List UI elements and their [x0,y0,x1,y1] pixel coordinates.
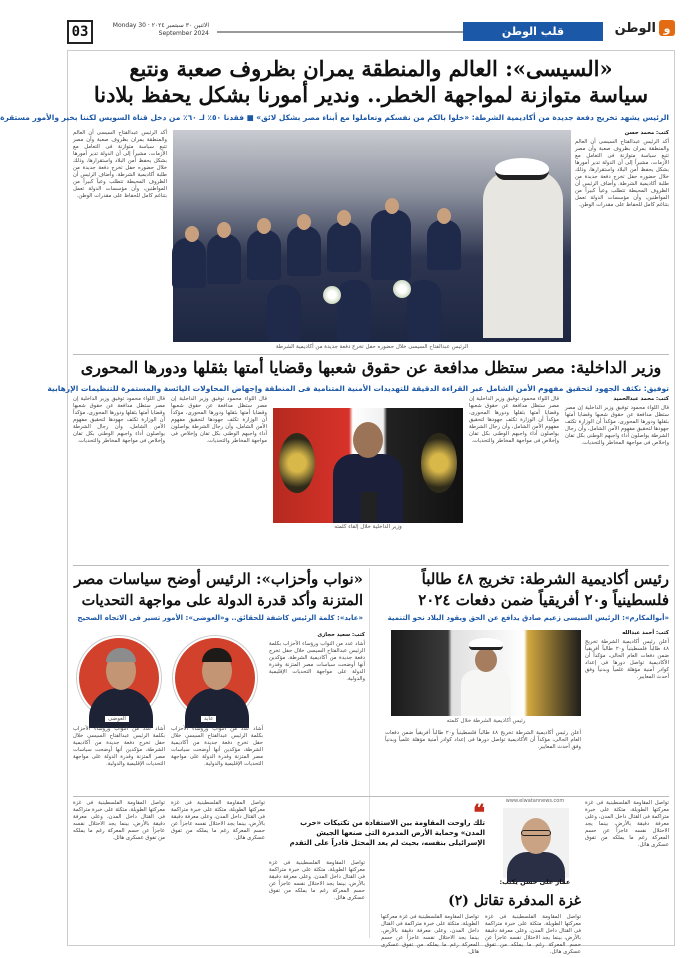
attendee-figure [427,220,461,270]
mps-text-col2: أشاد عدد من النواب ورؤساء الأحزاب بكلمة الرئيس عبدالفتاح السيسى خلال حفل تخرج دفعة جديدة من أكاديمية الشرطة، مؤكدين أنها أوضحت سياسات مصر المتزنة وقدرة الدولة على مواجهة التحديات الإقليمية والدولية. [171,726,263,767]
main-headline[interactable] [73,56,669,108]
attendee-figure [327,222,361,272]
attendee-figure [267,285,301,342]
portrait-hair [106,648,136,662]
attendee-face [437,208,451,224]
president-face [385,198,399,214]
minister-text-col3: قال اللواء محمود توفيق وزير الداخلية إن مصر ستظل مدافعة عن حقوق شعبها وقضايا أمتها بثقلها ودورها المحورى، مؤكداً أن الوزارة تكثف جهودها لتحقيق مفهوم الأمن الشامل، وأن رجال الشرطة يواصلون أداء واجبهم الوطنى بكل تفان وإخلاص فى مواجهة المخاطر والتحديات. [171,396,267,444]
attendee-face [337,210,351,226]
mps-byline: كتب: سعيد حجازى [317,632,365,638]
academy-photo[interactable] [391,630,581,716]
main-byline: كتب: محمد حسن [624,130,669,136]
mps-text-col1 [269,632,365,792]
portrait-elawady[interactable] [77,636,161,720]
quote-mark-icon: ❝ [473,800,485,826]
section-divider [73,354,669,355]
portrait-body [89,688,153,728]
section-tab[interactable]: قلب الوطن [463,22,603,41]
column-divider [369,568,370,938]
pull-quote: تلك راوحت المقاومة بين الاستفادة من تكتيكات «حرب المدن» وحماية الأرض المدمرة التى صنعها الجيش الإسرائيلى بنفسه، بحيث لم يعد المحتل قادراً على التقدم [289,819,485,847]
minister-text-col4: قال اللواء محمود توفيق وزير الداخلية إن مصر ستظل مدافعة عن حقوق شعبها وقضايا أمتها بثقلها ودورها المحورى، مؤكداً أن الوزارة تكثف جهودها لتحقيق مفهوم الأمن الشامل، وأن رجال الشرطة يواصلون أداء واجبهم الوطنى بكل تفان وإخلاص فى مواجهة المخاطر والتحديات. [73,396,165,444]
masthead [67,20,675,46]
column-author: عمار على حسن يكتب: [499,878,571,886]
academy-headline-line1: رئيس أكاديمية الشرطة: تخريج ٤٨ طالباً [421,570,669,588]
academy-headline-line2: فلسطينياً و٢٠ أفريقياً ضمن دفعات ٢٠٢٤ [418,591,669,609]
page-number: 03 [67,20,93,44]
mps-headline-line2: المتزنة وأكد قدرة الدولة على مواجهة التحديات [81,592,363,609]
academy-photo-caption: رئيس أكاديمية الشرطة خلال كلمته [446,718,526,724]
columnist-head [521,818,551,854]
main-headline-line2: سياسة متوازنة لمواجهة الخطر.. وندير أمورنا بشكل يحفظ بلادنا [93,82,649,107]
officer-cap [495,158,549,180]
academy-headline[interactable] [369,569,669,611]
portrait-abed[interactable] [173,636,257,720]
column-text-col3: تواصل المقاومة الفلسطينية فى غزة معركتها الطويلة، متكئة على خبرة متراكمة فى القتال داخل المدن، وعلى معرفة دقيقة بالأرض، بينما يجد الاحتلال نفسه عاجزاً عن حسم المعركة رغم ما يملكه من تفوق عسكرى هائل. [381,914,479,955]
portrait-body [185,688,249,728]
column-text-col4: تواصل المقاومة الفلسطينية فى غزة معركتها الطويلة، متكئة على خبرة متراكمة فى القتال داخل المدن، وعلى معرفة دقيقة بالأرض، بينما يجد الاحتلال نفسه عاجزاً عن حسم المعركة رغم ما يملكه من تفوق عسكرى هائل. [171,800,265,841]
main-subhead: الرئيس يشهد تخريج دفعة جديدة من أكاديمية الشرطة: «خلوا بالكم من نفسكم وتعاملوا مع أبناء مصر بشكل لائق» ■ فقدنا ٥٠٪ لـ ٦٠٪ من دخل قناة السويس لكننا بخير والأمور مستقرة [0,113,669,122]
minister-subhead: توفيق: نكثف الجهود لتحقيق مفهوم الأمن الشامل عبر القراءة الدقيقة للتهديدات الأمنية المتنامية فى المنطقة وإجهاض المحاولات اليائسة والمستمرة للتنظيمات الإرهابية [47,384,669,393]
mps-headline[interactable] [73,569,363,611]
minister-body: قال اللواء محمود توفيق وزير الداخلية إن مصر ستظل مدافعة عن حقوق شعبها وقضايا أمتها بثقلها ودورها المحورى، مؤكداً أن الوزارة تكثف جهودها لتحقيق مفهوم الأمن الشامل، وأن رجال الشرطة يواصلون أداء واجبهم الوطنى بكل تفان وإخلاص فى مواجهة المخاطر والتحديات. [565,405,669,446]
mps-subhead: «عابد»: كلمة الرئيس كاشفة للحقائق.. و«العوضى»: الأمور تسير فى الاتجاه الصحيح [77,614,363,622]
flower-bouquet [393,280,411,298]
academy-subhead: «أبوالمكارم»: الرئيس السيسى زعيم صادق يدافع عن الحق ويقود البلاد نحو التنمية [387,614,669,622]
main-photo-caption: الرئيس عبدالفتاح السيسى خلال حضوره حفل تخرج دفعة جديدة من أكاديمية الشرطة [275,344,469,350]
main-headline-line1: «السيسى»: العالم والمنطقة يمران بظروف صعبة ونتبع [129,56,613,81]
attendee-figure [337,280,371,342]
portrait-hair [202,648,232,662]
main-text-right [575,130,669,350]
academy-byline: كتب: أحمد عبدالله [622,630,669,636]
academy-officer-head [475,648,497,672]
academy-officer-body [461,670,511,716]
mps-headline-line1: «نواب وأحزاب»: الرئيس أوضح سياسات مصر [74,570,363,588]
main-photo[interactable] [173,130,571,342]
microphone-icon [361,492,377,522]
academy-text-col1 [585,630,669,790]
attendee-face [257,218,271,234]
police-emblem [279,433,315,493]
officer-figure [483,170,563,338]
column-text-col1: تواصل المقاومة الفلسطينية فى غزة معركتها الطويلة، متكئة على خبرة متراكمة فى القتال داخل المدن، وعلى معرفة دقيقة بالأرض، بينما يجد الاحتلال نفسه عاجزاً عن حسم المعركة رغم ما يملكه من تفوق عسكرى هائل. [585,800,669,848]
main-body: أكد الرئيس عبدالفتاح السيسى أن العالم والمنطقة يمران بظروف صعبة وأن مصر تتبع سياسة متوازنة فى التعامل مع الأزمات، مشيراً إلى أن الدولة تدير أمورها بشكل يحفظ أمن البلاد واستقرارها، وذلك خلال حضوره حفل تخرج دفعة جديدة من طلبة أكاديمية الشرطة. وأضاف الرئيس أن الظروف المحيطة تتطلب وعياً كبيراً من المواطنين، وأن مؤسسات الدولة تعمل بتناغم كامل للحفاظ على مقدرات الوطن. [575,139,669,208]
section-divider [73,565,669,566]
flower-bouquet [323,286,341,304]
column-text-col5: تواصل المقاومة الفلسطينية فى غزة معركتها الطويلة، متكئة على خبرة متراكمة فى القتال داخل المدن، وعلى معرفة دقيقة بالأرض، بينما يجد الاحتلال نفسه عاجزاً عن حسم المعركة رغم ما يملكه من تفوق عسكرى هائل. [73,800,165,841]
minister-text-col2: قال اللواء محمود توفيق وزير الداخلية إن مصر ستظل مدافعة عن حقوق شعبها وقضايا أمتها بثقلها ودورها المحورى، مؤكداً أن الوزارة تكثف جهودها لتحقيق مفهوم الأمن الشامل، وأن رجال الشرطة يواصلون أداء واجبهم الوطنى بكل تفان وإخلاص فى مواجهة المخاطر والتحديات. [469,396,559,444]
minister-text-col1 [565,396,669,564]
academy-head-figure [461,638,511,716]
logo[interactable] [615,20,675,36]
column-title[interactable]: غزة المدفرة تقاتل (٢) [448,893,581,909]
president-figure [371,210,411,280]
minister-byline: كتب: محمد عبدالحميد [613,396,669,402]
mps-body: أشاد عدد من النواب ورؤساء الأحزاب بكلمة الرئيس عبدالفتاح السيسى خلال حفل تخرج دفعة جديدة من أكاديمية الشرطة، مؤكدين أنها أوضحت سياسات مصر المتزنة وقدرة الدولة على مواجهة التحديات الإقليمية والدولية. [269,641,365,682]
column-text-col2: تواصل المقاومة الفلسطينية فى غزة معركتها الطويلة، متكئة على خبرة متراكمة فى القتال داخل المدن، وعلى معرفة دقيقة بالأرض، بينما يجد الاحتلال نفسه عاجزاً عن حسم المعركة رغم ما يملكه من تفوق عسكرى هائل. [485,914,581,955]
minister-head [353,422,383,458]
attendee-figure [247,230,281,280]
academy-body: أعلن رئيس أكاديمية الشرطة تخريج ٤٨ طالباً فلسطينياً و٢٠ طالباً أفريقياً ضمن دفعات العام الحالى، مؤكداً أن الأكاديمية تواصل دورها فى إعداد كوادر أمنية مؤهلة علمياً وبدنياً وفق أحدث المعايير. [585,639,669,680]
attendee-figure [287,226,321,276]
minister-photo-caption: وزير الداخلية خلال إلقاء كلمته [334,524,402,530]
logo-text: الوطن [614,20,656,36]
columnist-portrait[interactable] [503,808,569,878]
academy-officer-cap [469,638,503,650]
columnist-glasses [521,830,551,836]
attendee-figure [207,234,241,284]
minister-photo[interactable] [273,408,463,523]
academy-text-col2: أعلن رئيس أكاديمية الشرطة تخريج ٤٨ طالباً فلسطينياً و٢٠ طالباً أفريقياً ضمن دفعات العام الحالى، مؤكداً أن الأكاديمية تواصل دورها فى إعداد كوادر أمنية مؤهلة علمياً وبدنياً وفق أحدث المعايير. [385,730,581,750]
mps-text-col3: أشاد عدد من النواب ورؤساء الأحزاب بكلمة الرئيس عبدالفتاح السيسى خلال حفل تخرج دفعة جديدة من أكاديمية الشرطة، مؤكدين أنها أوضحت سياسات مصر المتزنة وقدرة الدولة على مواجهة التحديات الإقليمية والدولية. [73,726,165,767]
portrait-label-abed: عابد [201,716,216,722]
issue-info: الاثنين ٣٠ سبتمبر ٢٠٢٤ · Monday 30 September 2024 [112,22,209,37]
police-emblem [421,433,457,493]
section-divider [73,796,669,797]
column-text-col6: تواصل المقاومة الفلسطينية فى غزة معركتها الطويلة، متكئة على خبرة متراكمة فى القتال داخل المدن، وعلى معرفة دقيقة بالأرض، بينما يجد الاحتلال نفسه عاجزاً عن حسم المعركة رغم ما يملكه من تفوق عسكرى هائل. [269,860,365,901]
attendee-face [217,222,231,238]
main-text-left: أكد الرئيس عبدالفتاح السيسى أن العالم والمنطقة يمران بظروف صعبة وأن مصر تتبع سياسة متوازنة فى التعامل مع الأزمات، مشيراً إلى أن الدولة تدير أمورها بشكل يحفظ أمن البلاد واستقرارها، وذلك خلال حضوره حفل تخرج دفعة جديدة من طلبة أكاديمية الشرطة. وأضاف الرئيس أن الظروف المحيطة تتطلب وعياً كبيراً من المواطنين، وأن مؤسسات الدولة تعمل بتناغم كامل للحفاظ على مقدرات الوطن. [73,130,167,199]
attendee-face [297,214,311,230]
attendee-face [185,226,199,242]
minister-headline[interactable]: وزير الداخلية: مصر ستظل مدافعة عن حقوق شعبها وقضايا أمتها بثقلها ودورها المحورى [80,358,662,377]
attendee-figure [407,280,441,342]
attendee-figure [172,238,206,288]
logo-icon: و [659,20,675,36]
column-url[interactable]: www.elwatannews.com [505,798,565,804]
portrait-label-elawady: العوضى [105,716,129,722]
